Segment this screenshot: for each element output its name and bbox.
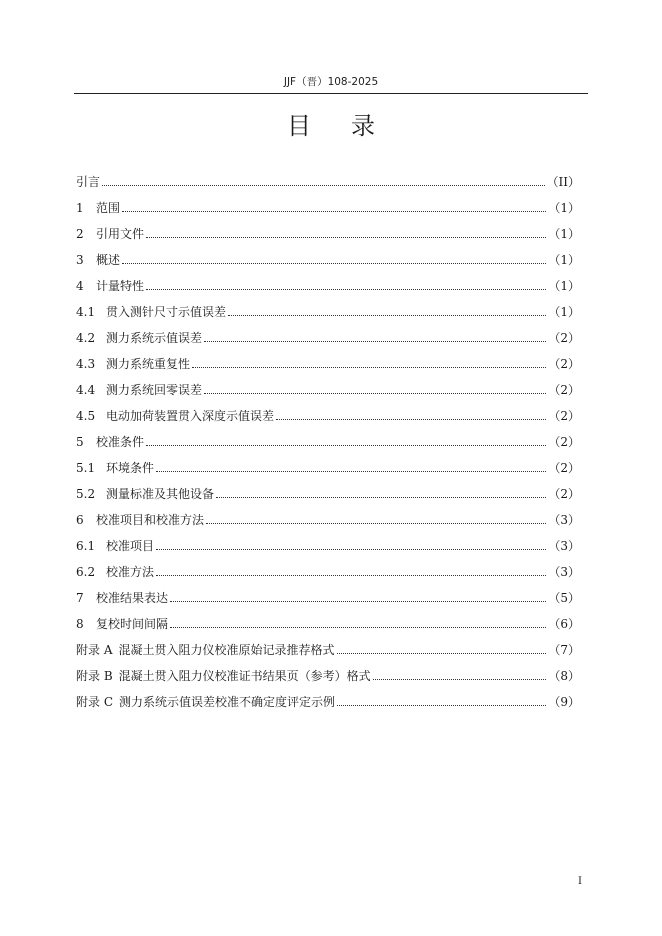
toc-entry-page: （8）: [548, 669, 580, 683]
toc-entry[interactable]: [76, 380, 580, 406]
toc-entry-page: （3）: [548, 513, 580, 527]
toc-entry-number: 7: [76, 591, 84, 605]
toc-entry-page: （2）: [548, 331, 580, 345]
toc-entry-page: （II）: [546, 175, 580, 189]
toc-dot-leader: [156, 549, 546, 550]
toc-entry-title: 混凝土贯入阻力仪校准原始记录推荐格式: [118, 643, 335, 657]
toc-entry-number: 5.2: [76, 487, 96, 501]
toc-dot-leader: [373, 679, 547, 680]
toc-entry[interactable]: [76, 432, 580, 458]
toc-entry-number: 附录 A: [76, 643, 113, 657]
toc-entry-title: 测力系统重复性: [106, 357, 191, 371]
page-title: [0, 111, 662, 141]
page-title-char-1: 目: [287, 112, 311, 140]
toc-entry-title: 范围: [96, 201, 121, 215]
toc-entry-page: （2）: [548, 435, 580, 449]
toc-entry-page: （2）: [548, 357, 580, 371]
toc-entry-title: 电动加荷装置贯入深度示值误差: [106, 409, 275, 423]
toc-entry[interactable]: [76, 510, 580, 536]
toc-entry-number: 8: [76, 617, 84, 631]
toc-entry[interactable]: [76, 354, 580, 380]
toc-entry-number: 6: [76, 513, 84, 527]
toc-dot-leader: [216, 497, 546, 498]
toc-entry-page: （1）: [548, 253, 580, 267]
document-code-header: JJF（晋）108-2025: [283, 76, 379, 88]
toc-entry-title: 测力系统示值误差: [106, 331, 203, 345]
toc-entry-page: （2）: [548, 487, 580, 501]
toc-entry[interactable]: [76, 198, 580, 224]
toc-entry-title: 测量标准及其他设备: [106, 487, 215, 501]
toc-dot-leader: [337, 653, 547, 654]
toc-entry-title: 引言: [76, 175, 101, 189]
toc-entry-title: 环境条件: [106, 461, 155, 475]
toc-entry-page: （1）: [548, 279, 580, 293]
toc-entry-page: （1）: [548, 201, 580, 215]
page-title-char-2: 录: [351, 112, 375, 140]
toc-entry-page: （2）: [548, 383, 580, 397]
toc-entry-number: 4.5: [76, 409, 96, 423]
toc-entry-title: 贯入测针尺寸示值误差: [106, 305, 227, 319]
toc-entry-page: （3）: [548, 565, 580, 579]
toc-dot-leader: [204, 393, 546, 394]
toc-entry[interactable]: [76, 614, 580, 640]
header-divider: [74, 93, 588, 94]
toc-dot-leader: [102, 185, 545, 186]
page-number: I: [578, 876, 582, 887]
toc-dot-leader: [170, 601, 546, 602]
toc-entry[interactable]: [76, 172, 580, 198]
toc-entry-number: 4.1: [76, 305, 96, 319]
toc-entry[interactable]: [76, 328, 580, 354]
toc-entry[interactable]: [76, 224, 580, 250]
toc-entry-title: 引用文件: [96, 227, 145, 241]
toc-entry-number: 4: [76, 279, 84, 293]
toc-dot-leader: [146, 237, 546, 238]
toc-entry[interactable]: [76, 484, 580, 510]
toc-entry-title: 校准项目: [106, 539, 155, 553]
toc-dot-leader: [146, 445, 546, 446]
toc-entry-title: 校准项目和校准方法: [96, 513, 205, 527]
toc-dot-leader: [146, 289, 546, 290]
toc-entry-number: 4.2: [76, 331, 96, 345]
toc-dot-leader: [276, 419, 546, 420]
toc-entry-number: 5: [76, 435, 84, 449]
toc-entry-number: 6.2: [76, 565, 96, 579]
toc-dot-leader: [122, 211, 546, 212]
toc-entry-page: （2）: [548, 461, 580, 475]
toc-entry-page: （2）: [548, 409, 580, 423]
toc-entry-title: 混凝土贯入阻力仪校准证书结果页（参考）格式: [118, 669, 371, 683]
toc-entry-title: 测力系统示值误差校准不确定度评定示例: [119, 695, 336, 709]
toc-entry-page: （1）: [548, 305, 580, 319]
toc-entry[interactable]: [76, 692, 580, 718]
toc-entry-title: 复校时间间隔: [96, 617, 169, 631]
toc-entry[interactable]: [76, 562, 580, 588]
toc-entry-number: 2: [76, 227, 84, 241]
toc-dot-leader: [156, 575, 546, 576]
toc-entry[interactable]: [76, 276, 580, 302]
toc-entry[interactable]: [76, 666, 580, 692]
toc-dot-leader: [156, 471, 546, 472]
toc-entry[interactable]: [76, 536, 580, 562]
toc-entry-page: （9）: [548, 695, 580, 709]
toc-entry-title: 校准结果表达: [96, 591, 169, 605]
toc-dot-leader: [192, 367, 546, 368]
toc-entry-title: 概述: [96, 253, 121, 267]
toc-dot-leader: [206, 523, 546, 524]
toc-entry-title: 计量特性: [96, 279, 145, 293]
toc-entry-title: 测力系统回零误差: [106, 383, 203, 397]
toc-entry-number: 5.1: [76, 461, 96, 475]
toc-dot-leader: [228, 315, 546, 316]
toc-entry-title: 校准方法: [106, 565, 155, 579]
toc-entry-number: 6.1: [76, 539, 96, 553]
toc-entry-page: （7）: [548, 643, 580, 657]
toc-entry[interactable]: [76, 640, 580, 666]
toc-entry-number: 4.4: [76, 383, 96, 397]
toc-entry-page: （3）: [548, 539, 580, 553]
toc-entry[interactable]: [76, 588, 580, 614]
toc-dot-leader: [204, 341, 546, 342]
toc-dot-leader: [122, 263, 546, 264]
toc-entry-title: 校准条件: [96, 435, 145, 449]
toc-entry-page: （5）: [548, 591, 580, 605]
toc-entry-number: 1: [76, 201, 84, 215]
toc-entry[interactable]: [76, 250, 580, 276]
table-of-contents: [76, 172, 580, 718]
toc-entry[interactable]: [76, 458, 580, 484]
toc-entry-page: （1）: [548, 227, 580, 241]
toc-dot-leader: [337, 705, 546, 706]
toc-entry-number: 4.3: [76, 357, 96, 371]
toc-entry-number: 3: [76, 253, 84, 267]
toc-entry[interactable]: [76, 302, 580, 328]
toc-entry-number: 附录 B: [76, 669, 113, 683]
toc-entry-page: （6）: [548, 617, 580, 631]
toc-entry-number: 附录 C: [76, 695, 113, 709]
toc-dot-leader: [170, 627, 546, 628]
toc-entry[interactable]: [76, 406, 580, 432]
